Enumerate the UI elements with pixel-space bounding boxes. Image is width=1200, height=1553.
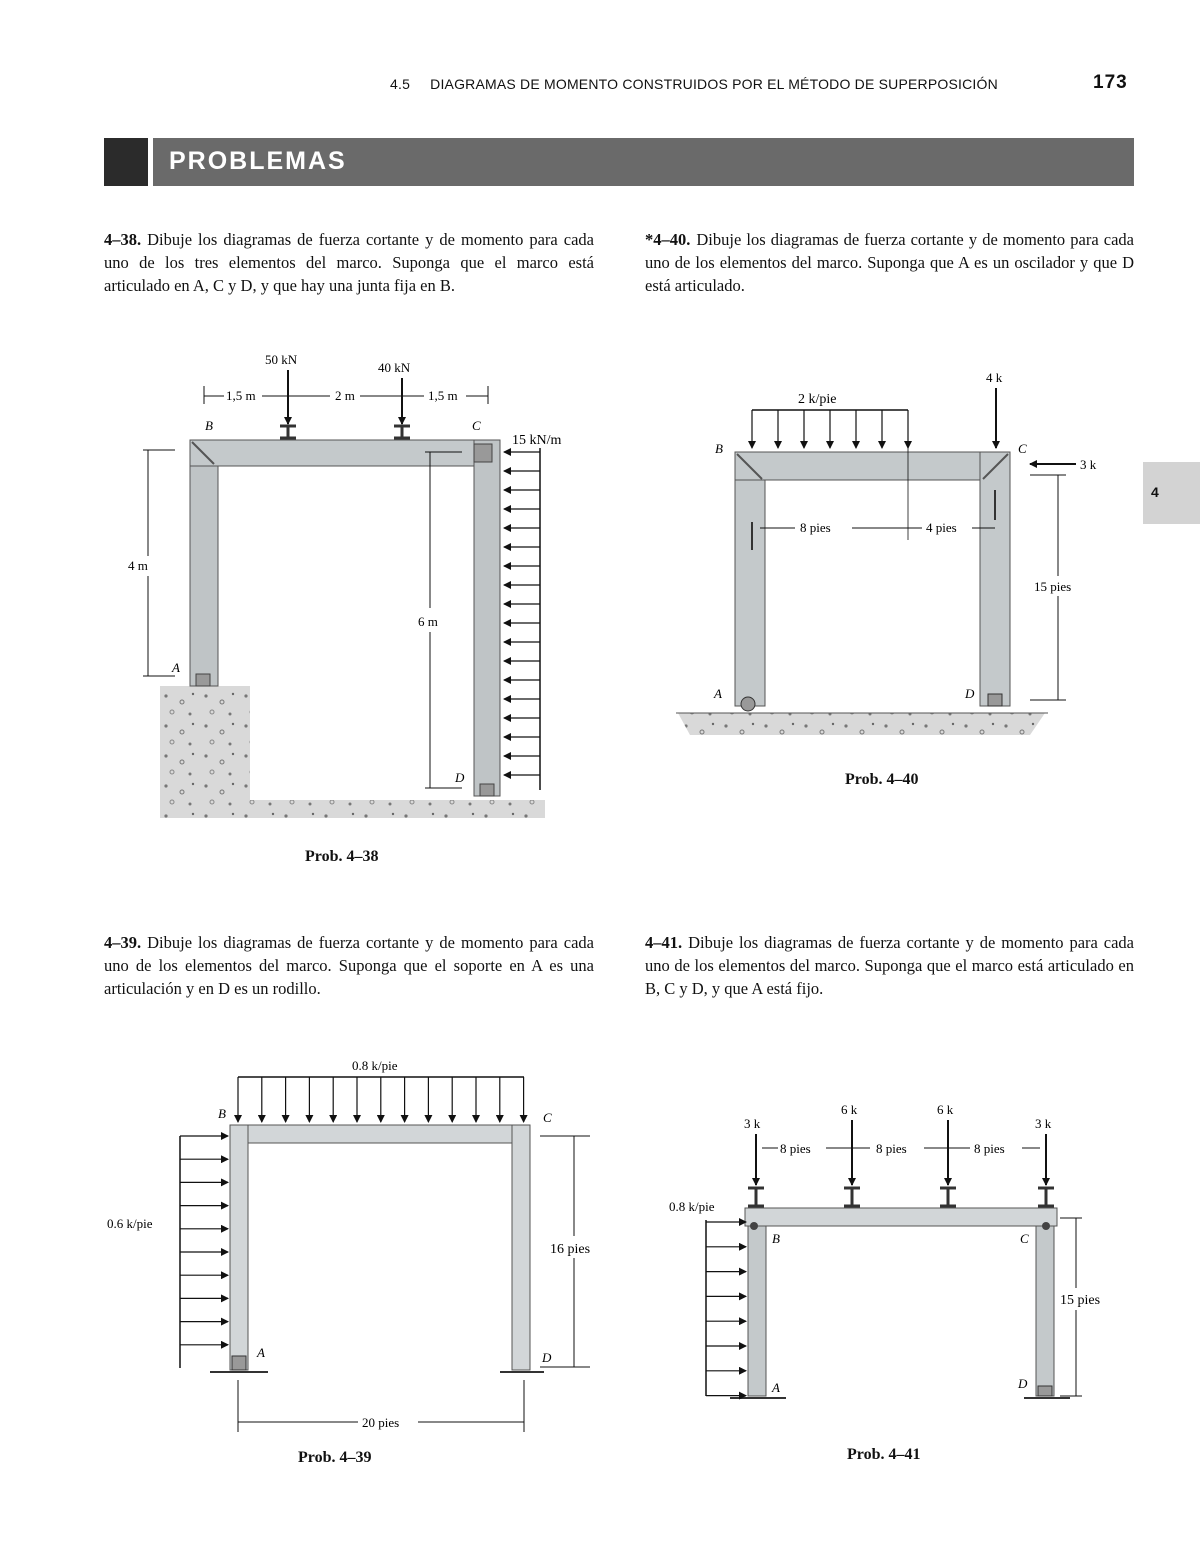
- distributed-load-0-6kpie: [180, 1136, 228, 1368]
- problem-number: *4–40.: [645, 230, 691, 249]
- label-4k: 4 k: [986, 370, 1003, 385]
- problem-text: Dibuje los diagramas de fuerza cortante y de momento para cada uno de los tres elementos del marco. Suponga que el marco está articulado en A, C y D, y que hay una junta fija en B.: [104, 230, 594, 295]
- problem-text: Dibuje los diagramas de fuerza cortante y de momento para cada uno de los elementos del marco. Suponga que A es un oscilador y que D está articulado.: [645, 230, 1134, 295]
- chapter-tab-label: 4: [1151, 484, 1159, 500]
- label-3k-left: 3 k: [744, 1116, 761, 1131]
- label-a-441: A: [772, 1380, 780, 1395]
- beam-bc-441: [745, 1208, 1057, 1226]
- label-c: C: [472, 418, 481, 433]
- label-6k-right: 6 k: [937, 1102, 954, 1117]
- label-b-440: B: [715, 441, 723, 456]
- dim-8pies-1: 8 pies: [780, 1141, 811, 1156]
- problem-number: 4–38.: [104, 230, 142, 249]
- dim-15pies-441: 15 pies: [1060, 1293, 1101, 1308]
- dim-1-5m-left: 1,5 m: [226, 388, 256, 403]
- label-d-441: D: [1018, 1376, 1028, 1391]
- ground-4-40: [678, 713, 1045, 735]
- column-cd-439: [512, 1125, 530, 1370]
- pin-a-439-icon: [232, 1356, 246, 1370]
- beam-bc-440: [735, 452, 1010, 480]
- pin-d-icon: [480, 784, 494, 796]
- figure-4-41: [669, 1102, 1100, 1398]
- label-6k-left: 6 k: [841, 1102, 858, 1117]
- dim-8pies-3: 8 pies: [974, 1141, 1005, 1156]
- column-ab-440: [735, 452, 765, 706]
- label-b: B: [205, 418, 213, 433]
- column-ab-441: [748, 1226, 766, 1396]
- label-c-440: C: [1018, 441, 1027, 456]
- dim-2m: 2 m: [335, 388, 355, 403]
- label-15knm: 15 kN/m: [512, 433, 562, 448]
- dim-4m: 4 m: [128, 558, 148, 573]
- section-number: 4.5: [390, 76, 411, 92]
- dim-4pies: 4 pies: [926, 520, 957, 535]
- label-3k: 3 k: [1080, 457, 1097, 472]
- label-b-439: B: [218, 1106, 226, 1121]
- label-c-439: C: [543, 1110, 552, 1125]
- label-0-8kpie-441: 0.8 k/pie: [669, 1199, 715, 1214]
- dim-15pies: 15 pies: [1034, 579, 1072, 594]
- distributed-load-0-8kpie: [238, 1077, 524, 1122]
- pin-a-icon: [196, 674, 210, 686]
- beam-bc: [190, 440, 500, 466]
- banner-title: PROBLEMAS: [169, 147, 347, 175]
- label-a-440: A: [714, 686, 722, 701]
- label-b-441: B: [772, 1231, 780, 1246]
- column-ab: [190, 440, 218, 686]
- dim-8pies-2: 8 pies: [876, 1141, 907, 1156]
- pin-c-441-icon: [1042, 1222, 1050, 1230]
- distributed-load-0-8kpie-441: [706, 1220, 746, 1396]
- label-d: D: [455, 770, 465, 785]
- section-title: DIAGRAMAS DE MOMENTO CONSTRUIDOS POR EL MÉTODO DE SUPERPOSICIÓN: [430, 76, 998, 92]
- distributed-load-15knm: [504, 448, 540, 790]
- problem-text: Dibuje los diagramas de fuerza cortante y de momento para cada uno de los elementos del marco. Suponga que el marco está articulado en B, C y D, y que A está fijo.: [645, 933, 1134, 998]
- label-c-441: C: [1020, 1231, 1029, 1246]
- caption-4-41: Prob. 4–41: [847, 1446, 921, 1463]
- page-number: 173: [1093, 72, 1128, 93]
- figure-4-38: [128, 352, 562, 818]
- dim-1-5m-right: 1,5 m: [428, 388, 458, 403]
- label-a: A: [172, 660, 180, 675]
- label-d-440: D: [965, 686, 975, 701]
- dim-20pies: 20 pies: [362, 1415, 400, 1430]
- column-cd-441: [1036, 1226, 1054, 1396]
- problem-text: Dibuje los diagramas de fuerza cortante y de momento para cada uno de los elementos del marco. Suponga que el soporte en A es una articulación y en D es un rodillo.: [104, 933, 594, 998]
- rocker-a-icon: [741, 697, 755, 711]
- label-a-439: A: [257, 1345, 265, 1360]
- pin-b-441-icon: [750, 1222, 758, 1230]
- figure-4-39: [107, 1058, 590, 1432]
- pin-d-441-icon: [1038, 1386, 1052, 1396]
- dim-6m: 6 m: [418, 614, 438, 629]
- caption-4-38: Prob. 4–38: [305, 848, 379, 865]
- label-d-439: D: [542, 1350, 552, 1365]
- beam-bc-439: [230, 1125, 530, 1143]
- label-2kpie: 2 k/pie: [798, 392, 837, 407]
- pin-c-icon: [474, 444, 492, 462]
- caption-4-40: Prob. 4–40: [845, 771, 919, 788]
- column-cd: [474, 440, 500, 796]
- label-3k-right: 3 k: [1035, 1116, 1052, 1131]
- problem-number: 4–41.: [645, 933, 683, 952]
- column-ab-439: [230, 1125, 248, 1370]
- pin-d-440-icon: [988, 694, 1002, 706]
- label-0-8kpie-439: 0.8 k/pie: [352, 1058, 398, 1073]
- label-0-6kpie: 0.6 k/pie: [107, 1216, 153, 1231]
- distributed-load-2kpie: [752, 410, 908, 448]
- figure-4-40: [676, 370, 1097, 735]
- dim-16pies: 16 pies: [550, 1242, 591, 1257]
- caption-4-39: Prob. 4–39: [298, 1449, 372, 1466]
- label-50kn: 50 kN: [265, 352, 298, 367]
- label-40kn: 40 kN: [378, 360, 411, 375]
- problem-number: 4–39.: [104, 933, 142, 952]
- dim-8pies: 8 pies: [800, 520, 831, 535]
